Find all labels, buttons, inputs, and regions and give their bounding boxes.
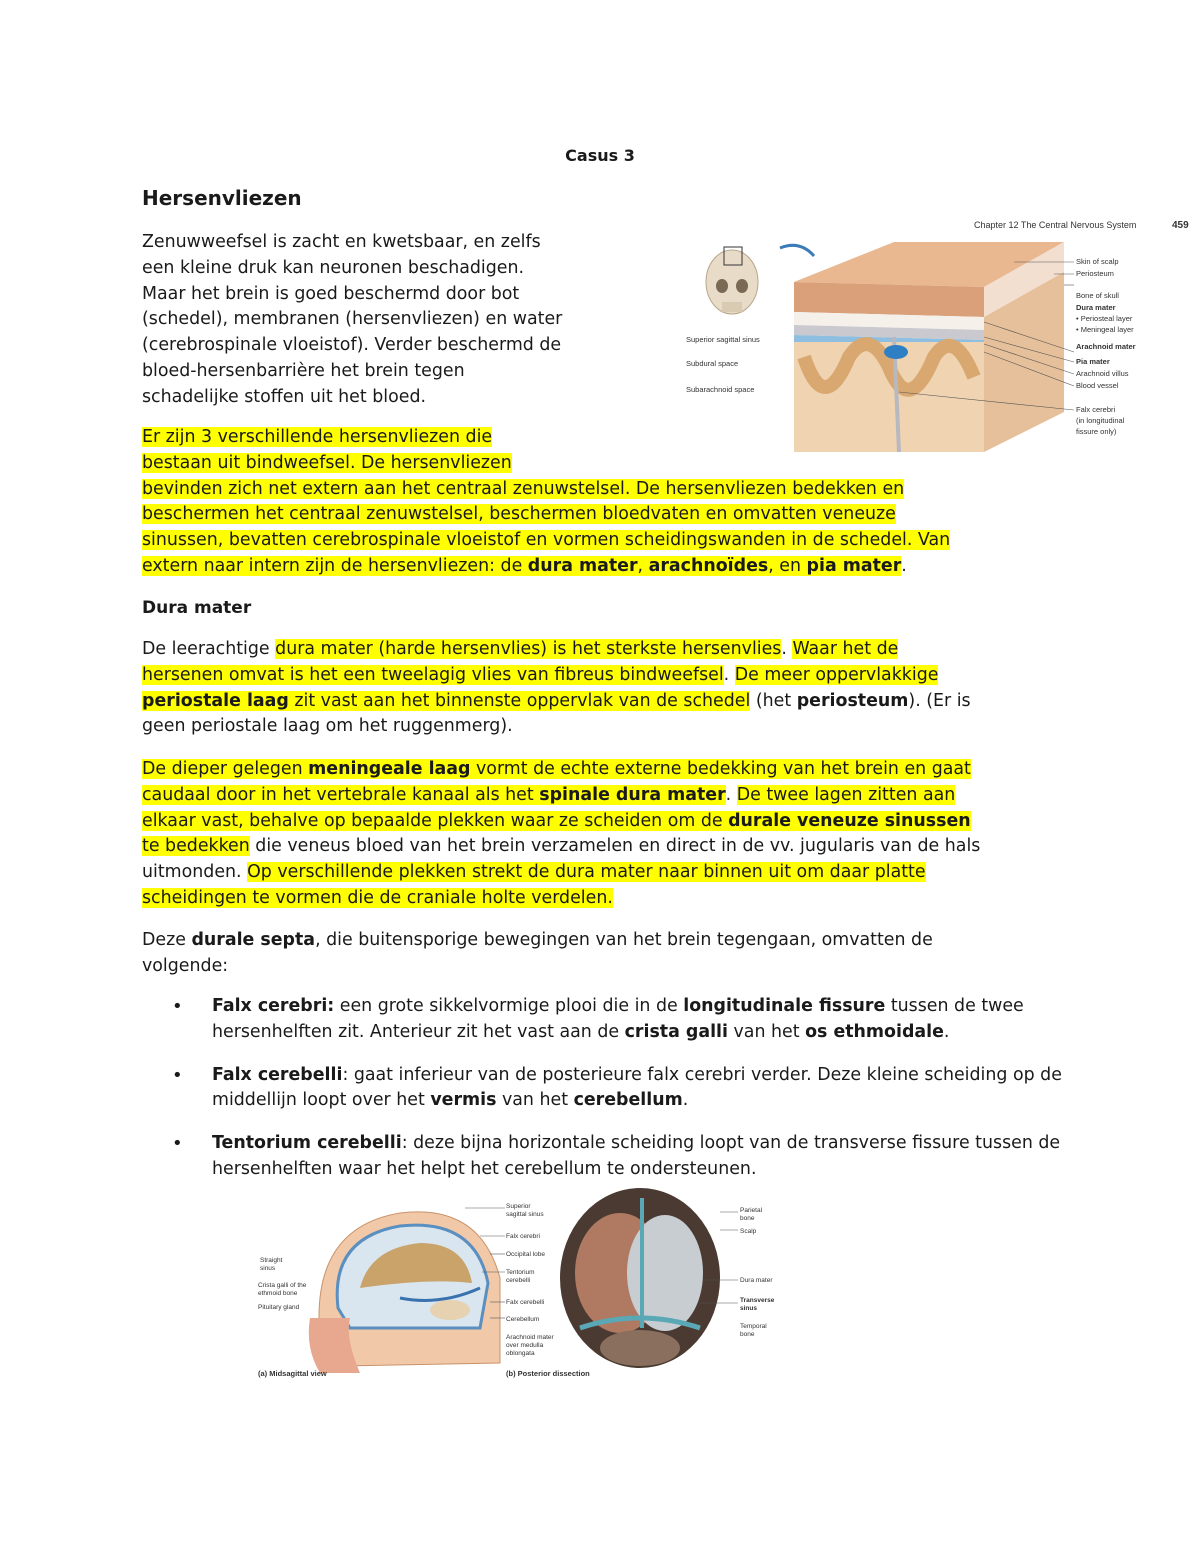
highlighted-text: hersenen omvat is het een tweelagig vlies van fibreus bindweefsel: [142, 664, 724, 685]
term-falx-cerebelli: Falx cerebelli: [212, 1064, 343, 1085]
intro-line: bloed-hersenbarrière het brein tegen: [142, 360, 465, 381]
term-falx-cerebri: Falx cerebri:: [212, 996, 335, 1016]
meninges-paragraph: [142, 425, 1042, 580]
label-meningeal-layer: • Meningeal layer: [1076, 325, 1134, 334]
term-vermis: vermis: [430, 1090, 497, 1111]
label-parietal-bone: Parietal: [740, 1207, 763, 1214]
term-durale-septa: durale septa: [191, 930, 316, 950]
intro-line: schadelijke stoffen uit het bloed.: [142, 386, 427, 407]
label-temporal-bone-2: bone: [740, 1331, 755, 1338]
caption-posterior: (b) Posterior dissection: [506, 1369, 590, 1378]
label-arachnoid-mater-fig-2: over medulla: [506, 1342, 544, 1349]
list-item: [142, 1131, 1062, 1183]
document-title: Casus 3: [565, 146, 635, 165]
text-fragment: ). (Er is: [908, 690, 971, 711]
text-fragment: .: [682, 1090, 689, 1111]
text-fragment: .: [943, 1021, 950, 1042]
highlighted-text: dura mater (harde hersenvlies) is het sterkste hersenvlies: [275, 639, 782, 659]
label-falx-note-2: fissure only): [1076, 427, 1117, 436]
text-line: volgende:: [142, 955, 229, 976]
septa-list: [142, 994, 1062, 1200]
text-fragment: van het: [496, 1090, 574, 1111]
text-fragment: .: [723, 664, 735, 685]
text-fragment: die veneus bloed van het brein verzamelen en direct in de vv. jugularis van de hals: [249, 836, 981, 857]
label-cerebellum-fig: Cerebellum: [506, 1316, 540, 1323]
text-fragment: uitmonden.: [142, 862, 248, 883]
term-arachnoides: arachnoïdes: [648, 555, 769, 576]
label-superior-sagittal-2: sagittal sinus: [506, 1211, 544, 1218]
highlighted-text: vormt de echte externe bedekking van het brein en gaat: [470, 759, 971, 779]
label-subdural-space: Subdural space: [686, 359, 739, 368]
skull-thumbnail-icon: [706, 247, 758, 314]
label-tentorium-2: cerebelli: [506, 1277, 531, 1284]
intro-line: (schedel), membranen (hersenvliezen) en water: [142, 309, 563, 330]
text-fragment: ,: [637, 555, 649, 576]
label-pia-mater: Pia mater: [1076, 357, 1110, 366]
dura-paragraph-3: [142, 928, 1062, 980]
highlighted-text: beschermen het centraal zenuwstelsel, beschermen bloedvaten en omvatten veneuze: [142, 504, 896, 525]
text-fragment: : gaat inferieur van de posterieure falx cerebri verder. Deze kleine scheiding op de middellijn loopt over het: [212, 1064, 1062, 1111]
label-occipital-lobe: Occipital lobe: [506, 1251, 546, 1258]
label-arachnoid-villus: Arachnoid villus: [1076, 369, 1129, 378]
label-straight-sinus-2: sinus: [260, 1265, 276, 1272]
term-spinale-dura-mater: spinale dura mater: [539, 784, 726, 805]
section-heading: Hersenvliezen: [142, 186, 302, 210]
list-item: [142, 994, 1062, 1046]
text-fragment: tussen de twee hersenhelften zit. Anterieur zit het vast aan de: [212, 996, 1024, 1042]
label-falx-cerebri: Falx cerebri: [1076, 405, 1116, 414]
meninges-block: [794, 242, 1064, 452]
label-superior-sagittal: Superior: [506, 1203, 531, 1210]
highlighted-text: zit vast aan het binnenste oppervlak van de schedel: [288, 690, 751, 711]
label-tentorium: Tentorium: [506, 1269, 535, 1276]
label-falx-cerebri-fig: Falx cerebri: [506, 1233, 540, 1240]
label-scalp: Scalp: [740, 1228, 757, 1235]
label-dura-mater-fig: Dura mater: [740, 1277, 773, 1284]
highlighted-text: te bedekken: [142, 836, 250, 857]
text-fragment: .: [901, 555, 907, 576]
label-straight-sinus: Straight: [260, 1257, 283, 1264]
highlighted-text: Er zijn 3 verschillende hersenvliezen die: [142, 427, 493, 447]
highlighted-text: Waar het de: [792, 639, 899, 659]
dura-mater-heading: Dura mater: [142, 598, 252, 618]
dural-septa-figure: [250, 1188, 810, 1388]
dura-paragraph-1: [142, 637, 1062, 740]
term-periosteum: periosteum: [796, 690, 909, 711]
highlighted-text: caudaal door in het vertebrale kanaal als het: [142, 784, 540, 805]
term-pia-mater: pia mater: [806, 555, 902, 576]
highlighted-text: scheidingen te vormen die de craniale holte verdelen.: [142, 887, 613, 908]
label-dura-mater: Dura mater: [1076, 303, 1116, 312]
label-arachnoid-mater-fig-3: oblongata: [506, 1350, 535, 1357]
label-parietal-bone-2: bone: [740, 1215, 755, 1222]
highlighted-text: bevinden zich net extern aan het centraal zenuwstelsel. De hersenvliezen bedekken en: [142, 478, 905, 499]
label-pituitary-gland: Pituitary gland: [258, 1304, 300, 1311]
label-bone-of-skull: Bone of skull: [1076, 291, 1119, 300]
highlighted-text: sinussen, bevatten cerebrospinale vloeistof en vormen scheidingswanden in de schedel. Van: [142, 530, 951, 551]
highlighted-text: elkaar vast, behalve op bepaalde plekken waar ze scheiden om de: [142, 810, 729, 831]
intro-line: Zenuwweefsel is zacht en kwetsbaar, en zelfs: [142, 232, 541, 252]
highlighted-text: De meer oppervlakkige: [734, 664, 939, 685]
text-fragment: , die buitensporige bewegingen van het brein tegengaan, omvatten de: [315, 930, 933, 950]
label-falx-note: (in longitudinal: [1076, 416, 1125, 425]
label-temporal-bone: Temporal: [740, 1323, 767, 1330]
highlighted-text: extern naar intern zijn de hersenvliezen: de: [142, 555, 528, 576]
highlighted-text: Op verschillende plekken strekt de dura mater naar binnen uit om daar platte: [247, 862, 926, 883]
label-crista-galli: Crista galli of the: [258, 1282, 307, 1289]
posterior-dissection-illustration: [560, 1188, 720, 1368]
label-superior-sagittal-sinus: Superior sagittal sinus: [686, 335, 760, 344]
label-skin-of-scalp: Skin of scalp: [1076, 257, 1119, 266]
label-blood-vessel: Blood vessel: [1076, 381, 1119, 390]
label-transverse-sinus: Transverse: [740, 1297, 775, 1304]
label-arachnoid-mater-fig: Arachnoid mater: [506, 1334, 554, 1341]
label-periosteum: Periosteum: [1076, 269, 1114, 278]
label-arachnoid-mater: Arachnoid mater: [1076, 342, 1136, 351]
text-line: geen periostale laag om het ruggenmerg).: [142, 716, 513, 737]
text-fragment: Deze: [142, 930, 192, 950]
text-fragment: De leerachtige: [142, 639, 276, 659]
term-crista-galli: crista galli: [624, 1021, 728, 1042]
term-durale-veneuze-sinussen: durale veneuze sinussen: [728, 810, 971, 831]
intro-line: Maar het brein is goed beschermd door bot: [142, 283, 520, 304]
highlighted-text: De twee lagen zitten aan: [736, 784, 956, 805]
dura-paragraph-2: [142, 757, 1062, 912]
midsagittal-head-illustration: [309, 1212, 500, 1373]
text-fragment: .: [781, 639, 793, 659]
text-fragment: een grote sikkelvormige plooi die in de: [334, 996, 684, 1016]
term-tentorium-cerebelli: Tentorium cerebelli: [212, 1133, 402, 1154]
label-subarachnoid-space: Subarachnoid space: [686, 385, 755, 394]
figure-page-number: 459: [1172, 220, 1189, 231]
intro-line: (cerebrospinale vloeistof). Verder beschermd de: [142, 335, 562, 356]
figure-chapter-header: Chapter 12 The Central Nervous System: [974, 220, 1137, 230]
term-dura-mater: dura mater: [527, 555, 638, 576]
label-periosteal-layer: • Periosteal layer: [1076, 314, 1133, 323]
text-fragment: .: [725, 784, 737, 805]
caption-midsagittal: (a) Midsagittal view: [258, 1369, 327, 1378]
text-fragment: : deze bijna horizontale scheiding loopt van de transverse fissure tussen de hersenhelften waar het helpt het cerebellum te ondersteunen.: [212, 1133, 1061, 1179]
text-fragment: , en: [768, 555, 807, 576]
intro-paragraph: [142, 230, 612, 411]
text-fragment: (het: [750, 690, 797, 711]
label-crista-galli-2: ethmoid bone: [258, 1290, 298, 1297]
intro-line: een kleine druk kan neuronen beschadigen.: [142, 257, 525, 278]
label-transverse-sinus-2: sinus: [740, 1305, 757, 1312]
label-falx-cerebelli-fig: Falx cerebelli: [506, 1299, 545, 1306]
term-meningeale-laag: meningeale laag: [308, 759, 471, 779]
term-os-ethmoidale: os ethmoidale: [805, 1021, 944, 1042]
term-cerebellum: cerebellum: [573, 1090, 683, 1111]
highlighted-text: De dieper gelegen: [142, 759, 309, 779]
term-longitudinale-fissure: longitudinale fissure: [683, 996, 886, 1016]
term-periostale-laag: periostale laag: [142, 690, 289, 711]
list-item: [142, 1063, 1062, 1115]
highlighted-text: bestaan uit bindweefsel. De hersenvliezen: [142, 452, 512, 473]
text-fragment: van het: [727, 1021, 806, 1042]
arrow-icon: [780, 245, 814, 256]
